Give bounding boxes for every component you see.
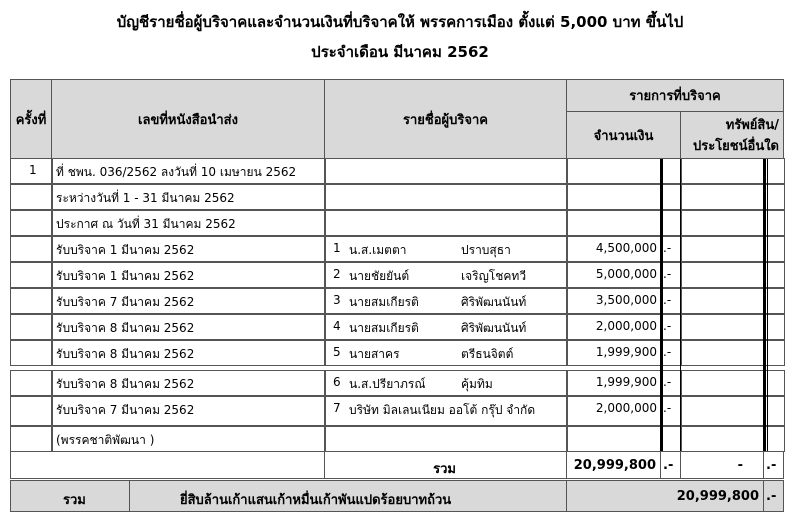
donor-name: นายสมเกียรติ xyxy=(349,295,419,309)
table-cell xyxy=(680,426,765,452)
table-cell xyxy=(680,314,765,340)
header-no: ครั้งที่ xyxy=(10,79,52,159)
row-no-cell xyxy=(10,262,53,288)
total-amount: 20,999,800 xyxy=(676,489,759,504)
amount-suffix: .- xyxy=(663,345,672,359)
letter-cell xyxy=(51,210,326,236)
row-no-cell xyxy=(10,158,53,184)
row-no-cell xyxy=(10,396,53,426)
subtotal-property-suffix: .- xyxy=(766,458,777,473)
table-cell xyxy=(566,236,662,262)
donor-index: 4 xyxy=(333,319,341,333)
row-no-cell xyxy=(10,288,53,314)
donation-date: รับบริจาค 1 มีนาคม 2562 xyxy=(56,269,195,283)
donation-amount: 4,500,000 xyxy=(595,241,657,255)
header-amount: จำนวนเงิน xyxy=(566,111,681,159)
table-cell xyxy=(51,262,326,288)
donation-amount: 5,000,000 xyxy=(595,267,657,281)
header-items: รายการที่บริจาค xyxy=(566,79,784,112)
column-rule xyxy=(763,159,766,451)
subtotal-amount: 20,999,800 xyxy=(573,458,656,473)
table-cell xyxy=(566,314,662,340)
row-no-cell xyxy=(10,370,53,396)
table-cell xyxy=(51,314,326,340)
total-amount-cell xyxy=(566,480,764,512)
donation-date: รับบริจาค 7 มีนาคม 2562 xyxy=(56,403,195,417)
table-cell xyxy=(566,184,662,210)
table-cell xyxy=(680,262,765,288)
total-words-cell xyxy=(129,480,567,512)
subtotal-property: - xyxy=(737,458,743,473)
table-cell xyxy=(324,426,568,452)
amount-suffix: .- xyxy=(663,267,672,281)
donation-amount: 2,000,000 xyxy=(595,401,657,415)
row-no-cell xyxy=(10,184,53,210)
donor-index: 5 xyxy=(333,345,341,359)
donation-amount: 2,000,000 xyxy=(595,319,657,333)
donation-date: รับบริจาค 8 มีนาคม 2562 xyxy=(56,377,195,391)
donor-name: นายสมเกียรติ xyxy=(349,321,419,335)
donation-date: รับบริจาค 1 มีนาคม 2562 xyxy=(56,243,195,257)
table-cell xyxy=(680,236,765,262)
letter-cell xyxy=(51,158,326,184)
total-amount-suffix-cell xyxy=(763,480,784,512)
table-cell xyxy=(324,210,568,236)
column-rule xyxy=(767,159,768,451)
donor-index: 6 xyxy=(333,375,341,389)
table-cell xyxy=(660,236,682,262)
letter-cell xyxy=(51,184,326,210)
table-cell xyxy=(680,340,765,366)
donor-name: บริษัท มิลเลนเนียม ออโต้ กรุ๊ป จำกัด xyxy=(349,403,536,417)
party-note: (พรรคชาติพัฒนา ) xyxy=(56,433,155,447)
table-cell xyxy=(324,158,568,184)
table-cell xyxy=(660,370,682,396)
table-cell xyxy=(660,210,682,236)
table-cell xyxy=(566,158,662,184)
table-cell xyxy=(660,340,682,366)
row-no-cell xyxy=(10,210,53,236)
header-property xyxy=(680,111,784,159)
table-cell xyxy=(566,370,662,396)
donor-index: 7 xyxy=(333,401,341,415)
table-cell xyxy=(51,370,326,396)
page-title: บัญชีรายชื่อผู้บริจาคและจำนวนเงินที่บริจาคให้ พรรคการเมือง ตั้งแต่ 5,000 บาท ขึ้นไป xyxy=(116,13,684,31)
table-cell xyxy=(324,262,568,288)
subtotal-property-cell xyxy=(680,451,764,479)
donor-surname: คุ้มทิม xyxy=(461,377,493,391)
amount-suffix: .- xyxy=(663,319,672,333)
table-cell xyxy=(324,314,568,340)
table-cell xyxy=(660,288,682,314)
donation-amount: 1,999,900 xyxy=(595,375,657,389)
donor-surname: เจริญโชคทวี xyxy=(461,269,527,283)
donor-index: 2 xyxy=(333,267,341,281)
total-amount-suffix: .- xyxy=(766,489,777,504)
donation-date: รับบริจาค 8 มีนาคม 2562 xyxy=(56,347,195,361)
donation-amount: 1,999,900 xyxy=(595,345,657,359)
amount-suffix: .- xyxy=(663,375,672,389)
subtotal-label: รวม xyxy=(433,462,456,477)
table-cell xyxy=(680,370,765,396)
subtotal-blank xyxy=(10,451,325,479)
table-cell xyxy=(680,158,765,184)
table-cell xyxy=(324,396,568,426)
total-label-cell xyxy=(10,480,130,512)
donor-name: น.ส.ปรียาภรณ์ xyxy=(349,377,426,391)
table-cell xyxy=(51,396,326,426)
table-cell xyxy=(680,210,765,236)
donor-surname: ปราบสุธา xyxy=(461,243,511,257)
row-no-cell xyxy=(10,236,53,262)
donation-date: รับบริจาค 7 มีนาคม 2562 xyxy=(56,295,195,309)
row-no-cell xyxy=(10,340,53,366)
table-cell xyxy=(324,288,568,314)
donor-surname: ศิริพัฒนนันท์ xyxy=(461,321,527,335)
table-cell xyxy=(660,314,682,340)
row-number: 1 xyxy=(29,163,37,177)
donor-index: 3 xyxy=(333,293,341,307)
table-cell xyxy=(324,340,568,366)
table-cell xyxy=(51,236,326,262)
table-cell xyxy=(660,158,682,184)
table-cell xyxy=(51,288,326,314)
donor-surname: ศิริพัฒนนันท์ xyxy=(461,295,527,309)
table-cell xyxy=(660,262,682,288)
subtotal-amount-suffix: .- xyxy=(663,458,674,473)
subtotal-amount-cell xyxy=(566,451,661,479)
table-cell xyxy=(324,184,568,210)
table-cell xyxy=(680,184,765,210)
donor-name: น.ส.เมตตา xyxy=(349,243,407,257)
amount-suffix: .- xyxy=(663,401,672,415)
table-cell xyxy=(660,426,682,452)
total-words: ยี่สิบล้านเก้าแสนเก้าหมื่นเก้าพันแปดร้อยบาทถ้วน xyxy=(180,493,452,508)
table-cell xyxy=(51,340,326,366)
amount-suffix: .- xyxy=(663,241,672,255)
donation-date: รับบริจาค 8 มีนาคม 2562 xyxy=(56,321,195,335)
subtotal-property-suffix-cell xyxy=(763,451,784,479)
table-cell xyxy=(680,288,765,314)
table-cell xyxy=(324,236,568,262)
donor-index: 1 xyxy=(333,241,341,255)
table-cell xyxy=(566,288,662,314)
letter-text: ที่ ชพน. 036/2562 ลงวันที่ 10 เมษายน 2562 xyxy=(56,165,297,179)
header-letter: เลขที่หนังสือนำส่ง xyxy=(51,79,325,159)
page-subtitle: ประจำเดือน มีนาคม 2562 xyxy=(311,43,489,61)
table-cell xyxy=(566,262,662,288)
party-note-cell xyxy=(51,426,326,452)
table-cell xyxy=(680,396,765,426)
header-donor: รายชื่อผู้บริจาค xyxy=(324,79,567,159)
letter-text: ระหว่างวันที่ 1 - 31 มีนาคม 2562 xyxy=(56,191,235,205)
header-property-line2: ประโยชน์อื่นใด xyxy=(692,139,779,154)
letter-text: ประกาศ ณ วันที่ 31 มีนาคม 2562 xyxy=(56,217,236,231)
subtotal-amount-suffix-cell xyxy=(660,451,681,479)
table-cell xyxy=(566,210,662,236)
donor-surname: ตรีธนจิตต์ xyxy=(461,347,514,361)
table-cell xyxy=(10,426,53,452)
row-no-cell xyxy=(10,314,53,340)
header-property-line1: ทรัพย์สิน/ xyxy=(725,118,779,133)
table-cell xyxy=(324,370,568,396)
donor-name: นายสาคร xyxy=(349,347,400,361)
amount-suffix: .- xyxy=(663,293,672,307)
column-rule xyxy=(660,159,663,451)
table-cell xyxy=(660,396,682,426)
donation-amount: 3,500,000 xyxy=(595,293,657,307)
table-cell xyxy=(566,426,662,452)
table-cell xyxy=(566,396,662,426)
donor-name: นายชัยยันต์ xyxy=(349,269,410,283)
table-cell xyxy=(660,184,682,210)
table-cell xyxy=(566,340,662,366)
column-rule xyxy=(680,159,681,451)
subtotal-label-cell xyxy=(324,451,567,479)
total-label: รวม xyxy=(63,493,86,508)
